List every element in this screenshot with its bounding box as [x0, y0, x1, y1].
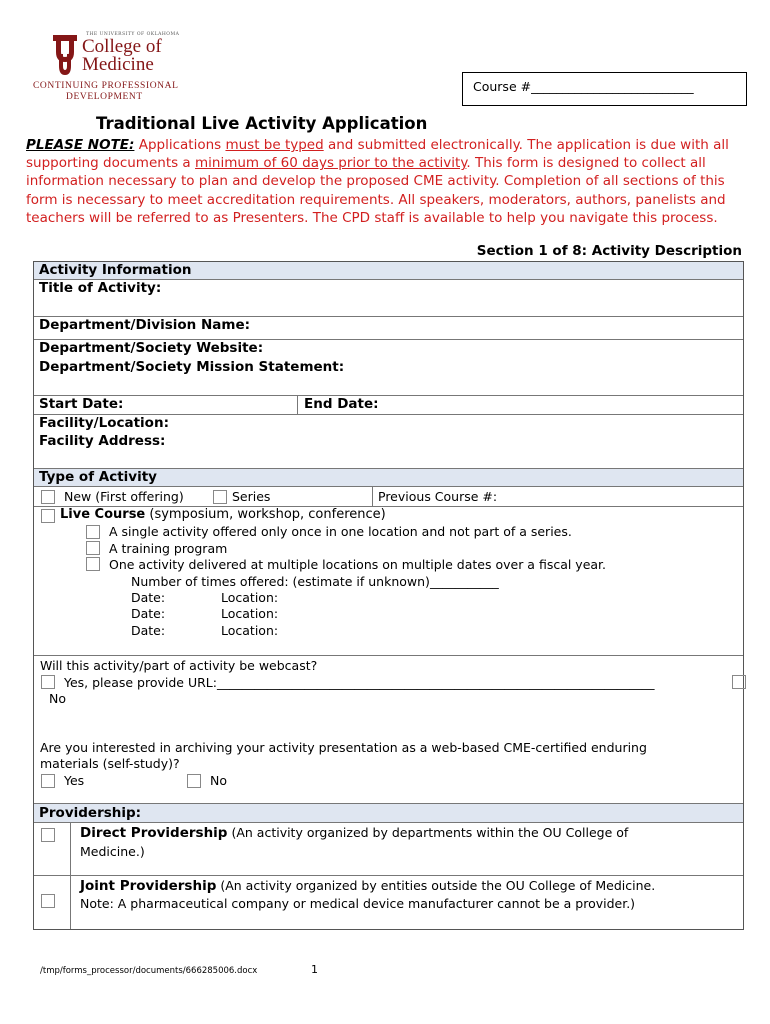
type-of-activity-heading: Type of Activity [39, 469, 157, 485]
title-of-activity-field[interactable] [34, 280, 743, 316]
joint-providership-checkbox[interactable] [41, 894, 55, 908]
logo-name-line2: Medicine [82, 54, 154, 75]
divider [34, 875, 743, 876]
note-text-3: . This form is designed to collect all information necessary to plan and develop the proposed CME activity. Completion of all sections of this form is necessary to meet accreditation requirements. All speakers, moderators, authors, panelists and teachers will be referred to as Presenters. The CPD staff is available to help you navigate this process. [26, 155, 726, 226]
webcast-no-label: No [49, 691, 66, 706]
archive-yes-label: Yes [64, 773, 85, 788]
location-label-2: Location: [221, 606, 279, 621]
note-underline-typed: must be typed [225, 137, 324, 153]
series-label: Series [232, 489, 271, 504]
department-name-field[interactable] [34, 317, 743, 339]
single-activity-label: A single activity offered only once in one location and not part of a series. [109, 524, 572, 539]
joint-providership-label: Joint Providership (An activity organized by entities outside the OU College of Medicine. [80, 878, 656, 894]
divider [34, 655, 743, 656]
providership-heading: Providership: [39, 805, 142, 821]
archive-no-checkbox[interactable] [187, 774, 201, 788]
location-label-1: Location: [221, 590, 279, 605]
page-title: Traditional Live Activity Application [96, 114, 428, 133]
location-label-3: Location: [221, 623, 279, 638]
training-program-label: A training program [109, 541, 228, 556]
start-date-field[interactable] [34, 396, 297, 414]
course-number-field[interactable] [462, 72, 747, 106]
note-underline-deadline: minimum of 60 days prior to the activity [195, 155, 467, 172]
previous-course-label: Previous Course #: [378, 489, 498, 504]
new-offering-checkbox[interactable] [41, 490, 55, 504]
note-text-1: Applications [134, 137, 226, 153]
end-date-field[interactable] [298, 396, 743, 414]
archive-no-label: No [210, 773, 227, 788]
direct-providership-label: Direct Providership (An activity organized by departments within the OU College of [80, 825, 629, 841]
joint-providership-note: Note: A pharmaceutical company or medical device manufacturer cannot be a provider.) [80, 896, 636, 911]
training-program-checkbox[interactable] [86, 541, 100, 555]
webcast-yes-checkbox[interactable] [41, 675, 55, 689]
activity-info-heading: Activity Information [39, 262, 192, 278]
title-of-activity-label: Title of Activity: [39, 280, 162, 296]
times-offered-label: Number of times offered: (estimate if unknown)___________ [131, 574, 499, 589]
date-label-2: Date: [131, 606, 166, 621]
department-name-label: Department/Division Name: [39, 317, 251, 333]
multiple-locations-label: One activity delivered at multiple locations on multiple dates over a fiscal year. [109, 557, 607, 572]
webcast-no-checkbox[interactable] [732, 675, 746, 689]
logo-subline1: CONTINUING PROFESSIONAL [33, 81, 179, 91]
course-blank: __________________________ [531, 79, 694, 94]
divider [34, 822, 743, 823]
live-course-checkbox[interactable] [41, 509, 55, 523]
mission-label: Department/Society Mission Statement: [39, 359, 345, 375]
mission-field[interactable] [34, 359, 743, 395]
footer-file-path: /tmp/forms_processor/documents/666285006.docx [40, 966, 258, 976]
archive-yes-checkbox[interactable] [41, 774, 55, 788]
live-course-label: Live Course (symposium, workshop, conference) [60, 507, 386, 522]
facility-label: Facility/Location: [39, 415, 169, 431]
facility-address-label: Facility Address: [39, 433, 166, 449]
note-label: PLEASE NOTE: [26, 137, 135, 153]
footer-page-number: 1 [311, 963, 318, 976]
webcast-yes-label: Yes, please provide URL:______________________________________________________________________ [64, 675, 655, 690]
facility-address-field[interactable] [34, 433, 743, 468]
university-line: THE UNIVERSITY OF OKLAHOMA [86, 32, 180, 37]
note-text-2: and submitted electronically. The application is due with all supporting documents a [26, 137, 729, 172]
start-date-label: Start Date: [39, 396, 124, 412]
multiple-locations-checkbox[interactable] [86, 557, 100, 571]
new-offering-label: New (First offering) [64, 489, 184, 504]
direct-providership-checkbox[interactable] [41, 828, 55, 842]
webcast-question: Will this activity/part of activity be webcast? [40, 658, 318, 673]
website-label: Department/Society Website: [39, 340, 264, 356]
end-date-label: End Date: [304, 396, 379, 412]
date-label-3: Date: [131, 623, 166, 638]
direct-providership-desc2: Medicine.) [80, 844, 145, 859]
single-activity-checkbox[interactable] [86, 525, 100, 539]
series-checkbox[interactable] [213, 490, 227, 504]
college-logo [30, 30, 190, 105]
facility-field[interactable] [34, 415, 743, 433]
date-label-1: Date: [131, 590, 166, 605]
logo-name-line1: College of [82, 36, 162, 57]
archive-question-line2: materials (self-study)? [40, 756, 180, 771]
ou-logo-icon [50, 32, 80, 76]
course-label: Course # [473, 79, 532, 94]
please-note-paragraph [26, 136, 746, 227]
section-label: Section 1 of 8: Activity Description [476, 243, 742, 259]
archive-question-line1: Are you interested in archiving your activity presentation as a web-based CME-certified enduring [40, 740, 647, 755]
logo-subline2: DEVELOPMENT [66, 92, 143, 102]
website-field[interactable] [34, 340, 743, 358]
previous-course-field[interactable] [373, 487, 743, 506]
activity-form [33, 261, 744, 930]
